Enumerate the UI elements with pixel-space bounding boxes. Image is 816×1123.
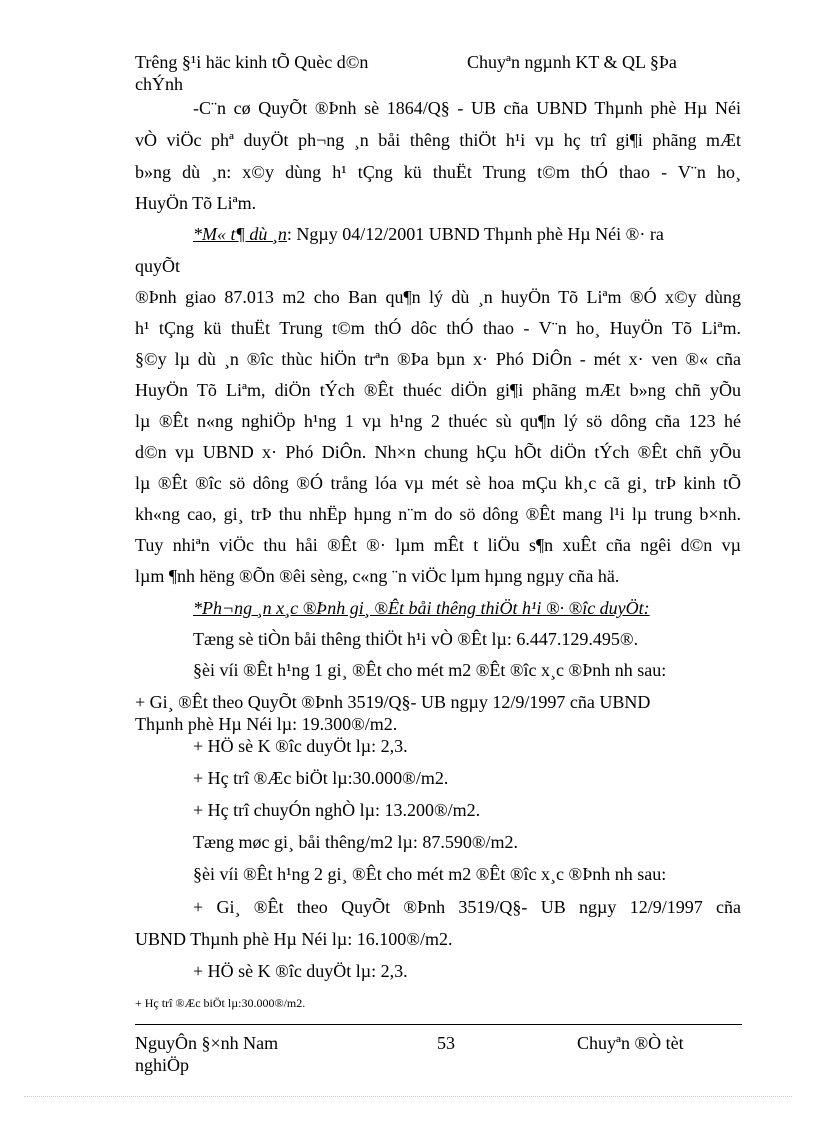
footer-rule [135,1024,742,1025]
project-description-line [193,224,741,244]
footer-continuation: nghiÖp [135,1055,189,1075]
body-line: + Gi¸ ®Êt theo QuyÕt ®Þnh 3519/Q§- UB ngµy 12/9/1997 cña [193,897,741,917]
body-line: kh«ng cao, gi¸ trÞ thu nhËp hµng n¨m do sö dông ®Êt mang l¹i lµ trung b×nh. [135,504,741,524]
body-line: + HÖ sè K ®îc duyÖt lµ: 2,3. [193,961,408,981]
header-major: Chuyªn ngµnh KT & QL §Þa [467,52,677,72]
footer-author: NguyÔn §×nh Nam [135,1033,279,1053]
body-line: Tuy nhiªn viÖc thu håi ®Êt ®· lµm mÊt t liÖu s¶n xuÊt cña ngêi d©n vµ [135,535,741,555]
body-line: quyÕt [135,256,180,276]
body-line: Thµnh phè Hµ Néi lµ: 19.300®/m2. [135,714,398,734]
project-description-label: *M« t¶ dù ¸n [193,224,287,244]
header-school: Trêng §¹i häc kinh tÕ Quèc d©n [135,52,369,72]
footer-report-type: Chuyªn ®Ò tèt [577,1033,684,1053]
body-line: h¹ tÇng kü thuËt Trung t©m thÓ dôc thÓ thao - V¨n ho¸ HuyÖn Tõ Liªm. [135,318,741,338]
body-line: + Gi¸ ®Êt theo QuyÕt ®Þnh 3519/Q§- UB ngµy 12/9/1997 cña UBND [135,692,651,712]
body-line: lµ ®Êt n«ng nghiÖp h¹ng 1 vµ h¹ng 2 thuéc sù qu¶n lý sö dông cña 123 hé [135,411,741,431]
body-line: HuyÖn Tõ Liªm. [135,193,257,213]
body-line: §èi víi ®Êt h¹ng 1 gi¸ ®Êt cho mét m2 ®Êt ®îc x¸c ®Þnh nh sau: [193,660,667,680]
page-number: 53 [437,1033,455,1053]
body-line: b»ng dù ¸n: x©y dùng h¹ tÇng kü thuËt Trung t©m thÓ thao - V¨n ho¸ [135,162,741,182]
project-description-text: : Ngµy 04/12/2001 UBND Thµnh phè Hµ Néi ®· ra [286,224,664,244]
body-line: §èi víi ®Êt h¹ng 2 gi¸ ®Êt cho mét m2 ®Êt ®îc x¸c ®Þnh nh sau: [193,864,667,884]
body-line: ®Þnh giao 87.013 m2 cho Ban qu¶n lý dù ¸n huyÖn Tõ Liªm ®Ó x©y dùng [135,287,741,307]
body-line-small: + Hç trî ®Æc biÖt lµ:30.000®/m2. [135,996,306,1010]
body-line: d©n vµ UBND x· Phó DiÔn. Nh×n chung hÇu hÕt diÖn tÝch ®Êt chñ yÕu [135,442,741,462]
body-line: Tæng møc gi¸ båi thêng/m2 lµ: 87.590®/m2. [193,832,519,852]
page-edge-divider [24,1096,792,1097]
body-line: + HÖ sè K ®îc duyÖt lµ: 2,3. [193,736,408,756]
body-line: HuyÖn Tõ Liªm, diÖn tÝch ®Êt thuéc diÖn gi¶i phãng mÆt b»ng chñ yÕu [135,380,741,400]
body-line: §©y lµ dù ¸n ®îc thùc hiÖn trªn ®Þa bµn x· Phó DiÔn - mét x· ven ®« cña [135,349,741,369]
body-line: Tæng sè tiÒn båi thêng thiÖt h¹i vÒ ®Êt lµ: 6.447.129.495®. [193,629,639,649]
body-line: -C¨n cø QuyÕt ®Þnh sè 1864/Q§ - UB cña UBND Thµnh phè Hµ Néi [193,98,741,118]
body-line: vÒ viÖc phª duyÖt ph¬ng ¸n båi thêng thiÖt h¹i vµ hç trî gi¶i phãng mÆt [135,130,741,150]
body-line: + Hç trî chuyÓn nghÒ lµ: 13.200®/m2. [193,800,481,820]
body-line: lµ ®Êt ®îc sö dông ®Ó trång lóa vµ mét sè hoa mÇu kh¸c cã gi¸ trÞ kinh tÕ [135,473,741,493]
body-line: lµm ¶nh hëng ®Õn ®êi sèng, c«ng ¨n viÖc lµm hµng ngµy cña hä. [135,566,620,586]
header-continuation: chÝnh [135,74,183,94]
compensation-plan-heading: *Ph¬ng ¸n x¸c ®Þnh gi¸ ®Êt båi thêng thiÖt h¹i ®· ®îc duyÖt: [193,598,650,618]
body-line: + Hç trî ®Æc biÖt lµ:30.000®/m2. [193,768,449,788]
body-line: UBND Thµnh phè Hµ Néi lµ: 16.100®/m2. [135,929,453,949]
